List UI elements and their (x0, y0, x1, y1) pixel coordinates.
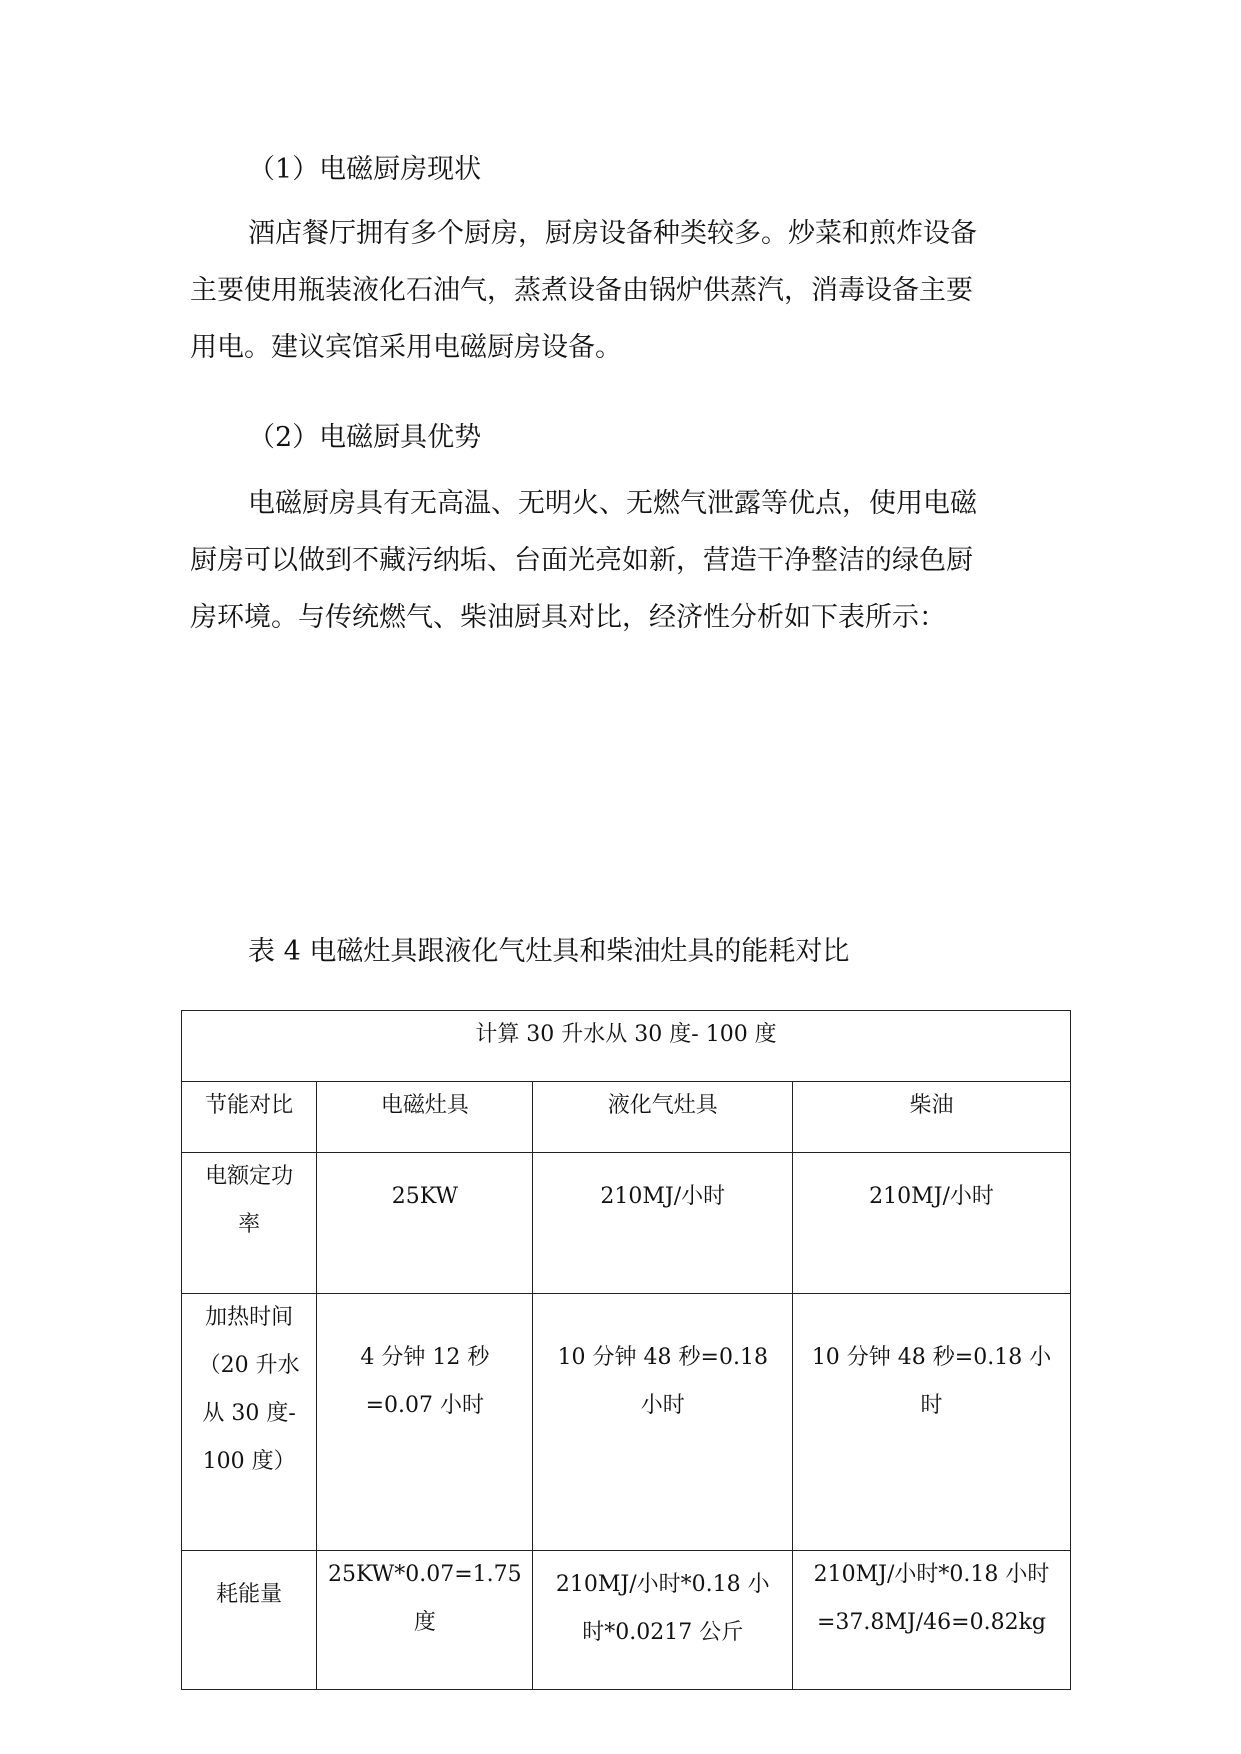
paragraph-line: 酒店餐厅拥有多个厨房，厨房设备种类较多。炒菜和煎炸设备 (248, 218, 977, 249)
table-cell: 25KW*0.07=1.75 度 (317, 1551, 533, 1690)
row-label-energy: 耗能量 (182, 1551, 317, 1690)
paragraph-line: 电磁厨房具有无高温、无明火、无燃气泄露等优点，使用电磁 (248, 488, 977, 519)
section1-paragraph (190, 205, 1050, 376)
section1-heading: （1）电磁厨房现状 (248, 154, 482, 185)
table-cell: 10 分钟 48 秒=0.18 小时 (533, 1294, 793, 1551)
table-cell: 4 分钟 12 秒 =0.07 小时 (317, 1294, 533, 1551)
header-cell: 节能对比 (182, 1082, 317, 1153)
row-label-heating-time: 加热时间 （20 升水 从 30 度- 100 度） (182, 1294, 317, 1551)
section2-heading: （2）电磁厨具优势 (248, 422, 482, 453)
energy-comparison-table (181, 1010, 1071, 1690)
header-cell: 电磁灶具 (317, 1082, 533, 1153)
table-cell: 210MJ/小时 (533, 1153, 793, 1294)
table-cell: 210MJ/小时*0.18 小时 =37.8MJ/46=0.82kg (793, 1551, 1071, 1690)
row-label-power: 电额定功 率 (182, 1153, 317, 1294)
table-cell: 25KW (317, 1153, 533, 1294)
table-cell: 210MJ/小时 (793, 1153, 1071, 1294)
paragraph-line: 房环境。与传统燃气、柴油厨具对比，经济性分析如下表所示： (190, 602, 946, 633)
table-caption: 表 4 电磁灶具跟液化气灶具和柴油灶具的能耗对比 (248, 936, 850, 967)
paragraph-line: 主要使用瓶装液化石油气，蒸煮设备由锅炉供蒸汽，消毒设备主要 (190, 275, 973, 306)
table-cell: 210MJ/小时*0.18 小 时*0.0217 公斤 (533, 1551, 793, 1690)
table-row (182, 1153, 1071, 1294)
header-cell: 柴油 (793, 1082, 1071, 1153)
header-cell: 液化气灶具 (533, 1082, 793, 1153)
paragraph-line: 用电。建议宾馆采用电磁厨房设备。 (190, 332, 622, 363)
table-row (182, 1551, 1071, 1690)
section2-paragraph (190, 475, 1050, 646)
paragraph-line: 厨房可以做到不藏污纳垢、台面光亮如新，营造干净整洁的绿色厨 (190, 545, 973, 576)
table-row (182, 1294, 1071, 1551)
table-title: 计算 30 升水从 30 度- 100 度 (182, 1011, 1071, 1082)
table-cell: 10 分钟 48 秒=0.18 小 时 (793, 1294, 1071, 1551)
